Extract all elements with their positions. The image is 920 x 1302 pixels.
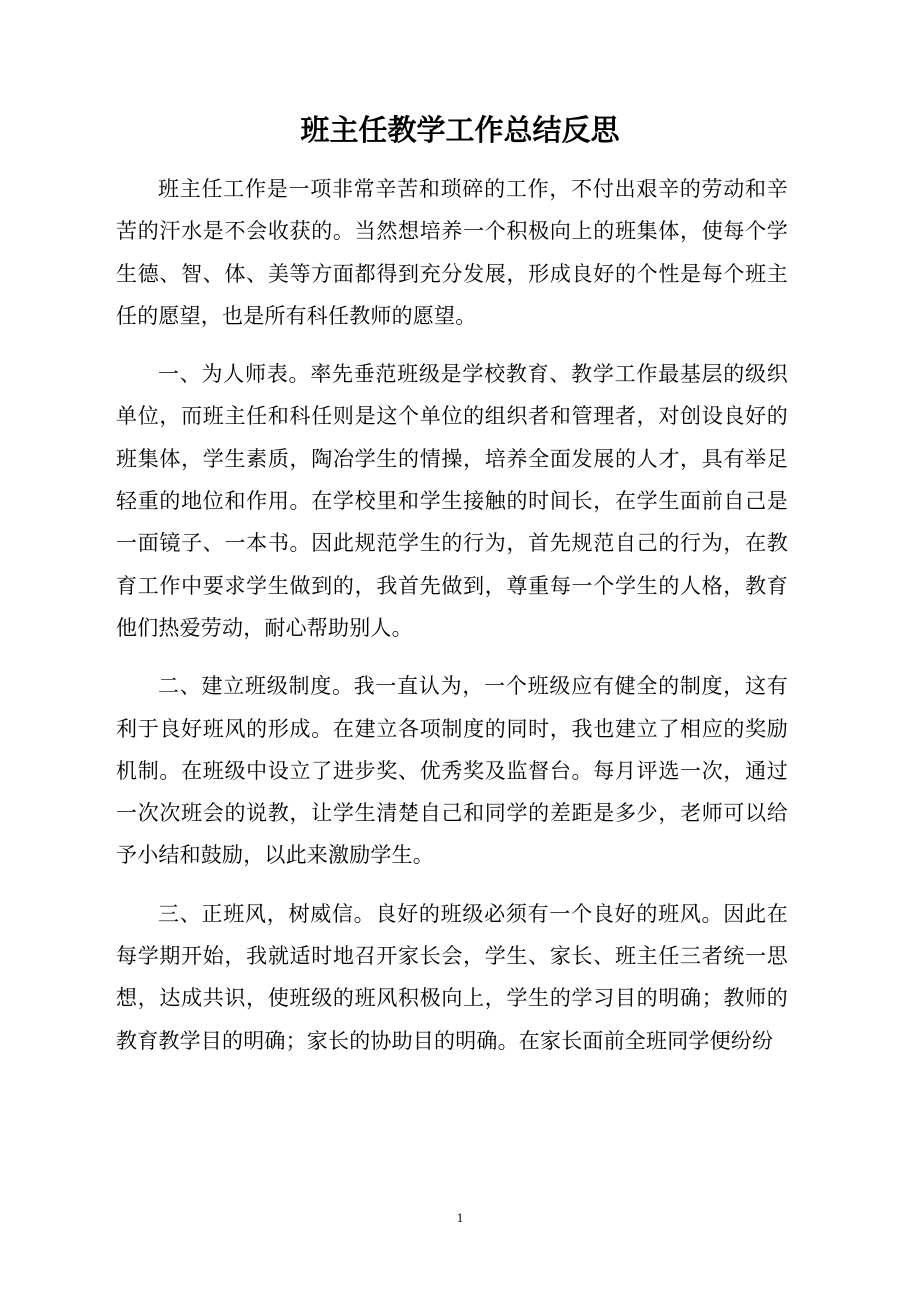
paragraph-section-2: 二、建立班级制度。我一直认为，一个班级应有健全的制度，这有利于良好班风的形成。在建立各项制度的同时，我也建立了相应的奖励机制。在班级中设立了进步奖、优秀奖及监督台。每月评选一次，通过一次次班会的说教，让学生清楚自己和同学的差距是多少，老师可以给予小结和鼓励，以此来激励学生。: [116, 674, 788, 868]
paragraph-section-1: 一、为人师表。率先垂范班级是学校教育、教学工作最基层的级织单位，而班主任和科任则是这个单位的组织者和管理者，对创设良好的班集体，学生素质，陶冶学生的情操，培养全面发展的人才，具有举足轻重的地位和作用。在学校里和学生接触的时间长，在学生面前自己是一面镜子、一本书。因此规范学生的行为，首先规范自己的行为，在教育工作中要求学生做到的，我首先做到，尊重每一个学生的人格，教育他们热爱劳动，耐心帮助别人。: [116, 362, 788, 640]
paragraph-intro: 班主任工作是一项非常辛苦和琐碎的工作，不付出艰辛的劳动和辛苦的汗水是不会收获的。当然想培养一个积极向上的班集体，使每个学生德、智、体、美等方面都得到充分发展，形成良好的个性是每个班主任的愿望，也是所有科任教师的愿望。: [116, 177, 788, 328]
paragraph-section-3: 三、正班风，树威信。良好的班级必须有一个良好的班风。因此在每学期开始，我就适时地召开家长会，学生、家长、班主任三者统一思想，达成共识，使班级的班风积极向上，学生的学习目的明确；教师的教育教学目的明确；家长的协助目的明确。在家长面前全班同学便纷纷: [116, 901, 788, 1053]
page-number: 1: [456, 1210, 464, 1225]
document-title: 班主任教学工作总结反思: [300, 113, 620, 147]
document-body: [116, 168, 788, 1078]
